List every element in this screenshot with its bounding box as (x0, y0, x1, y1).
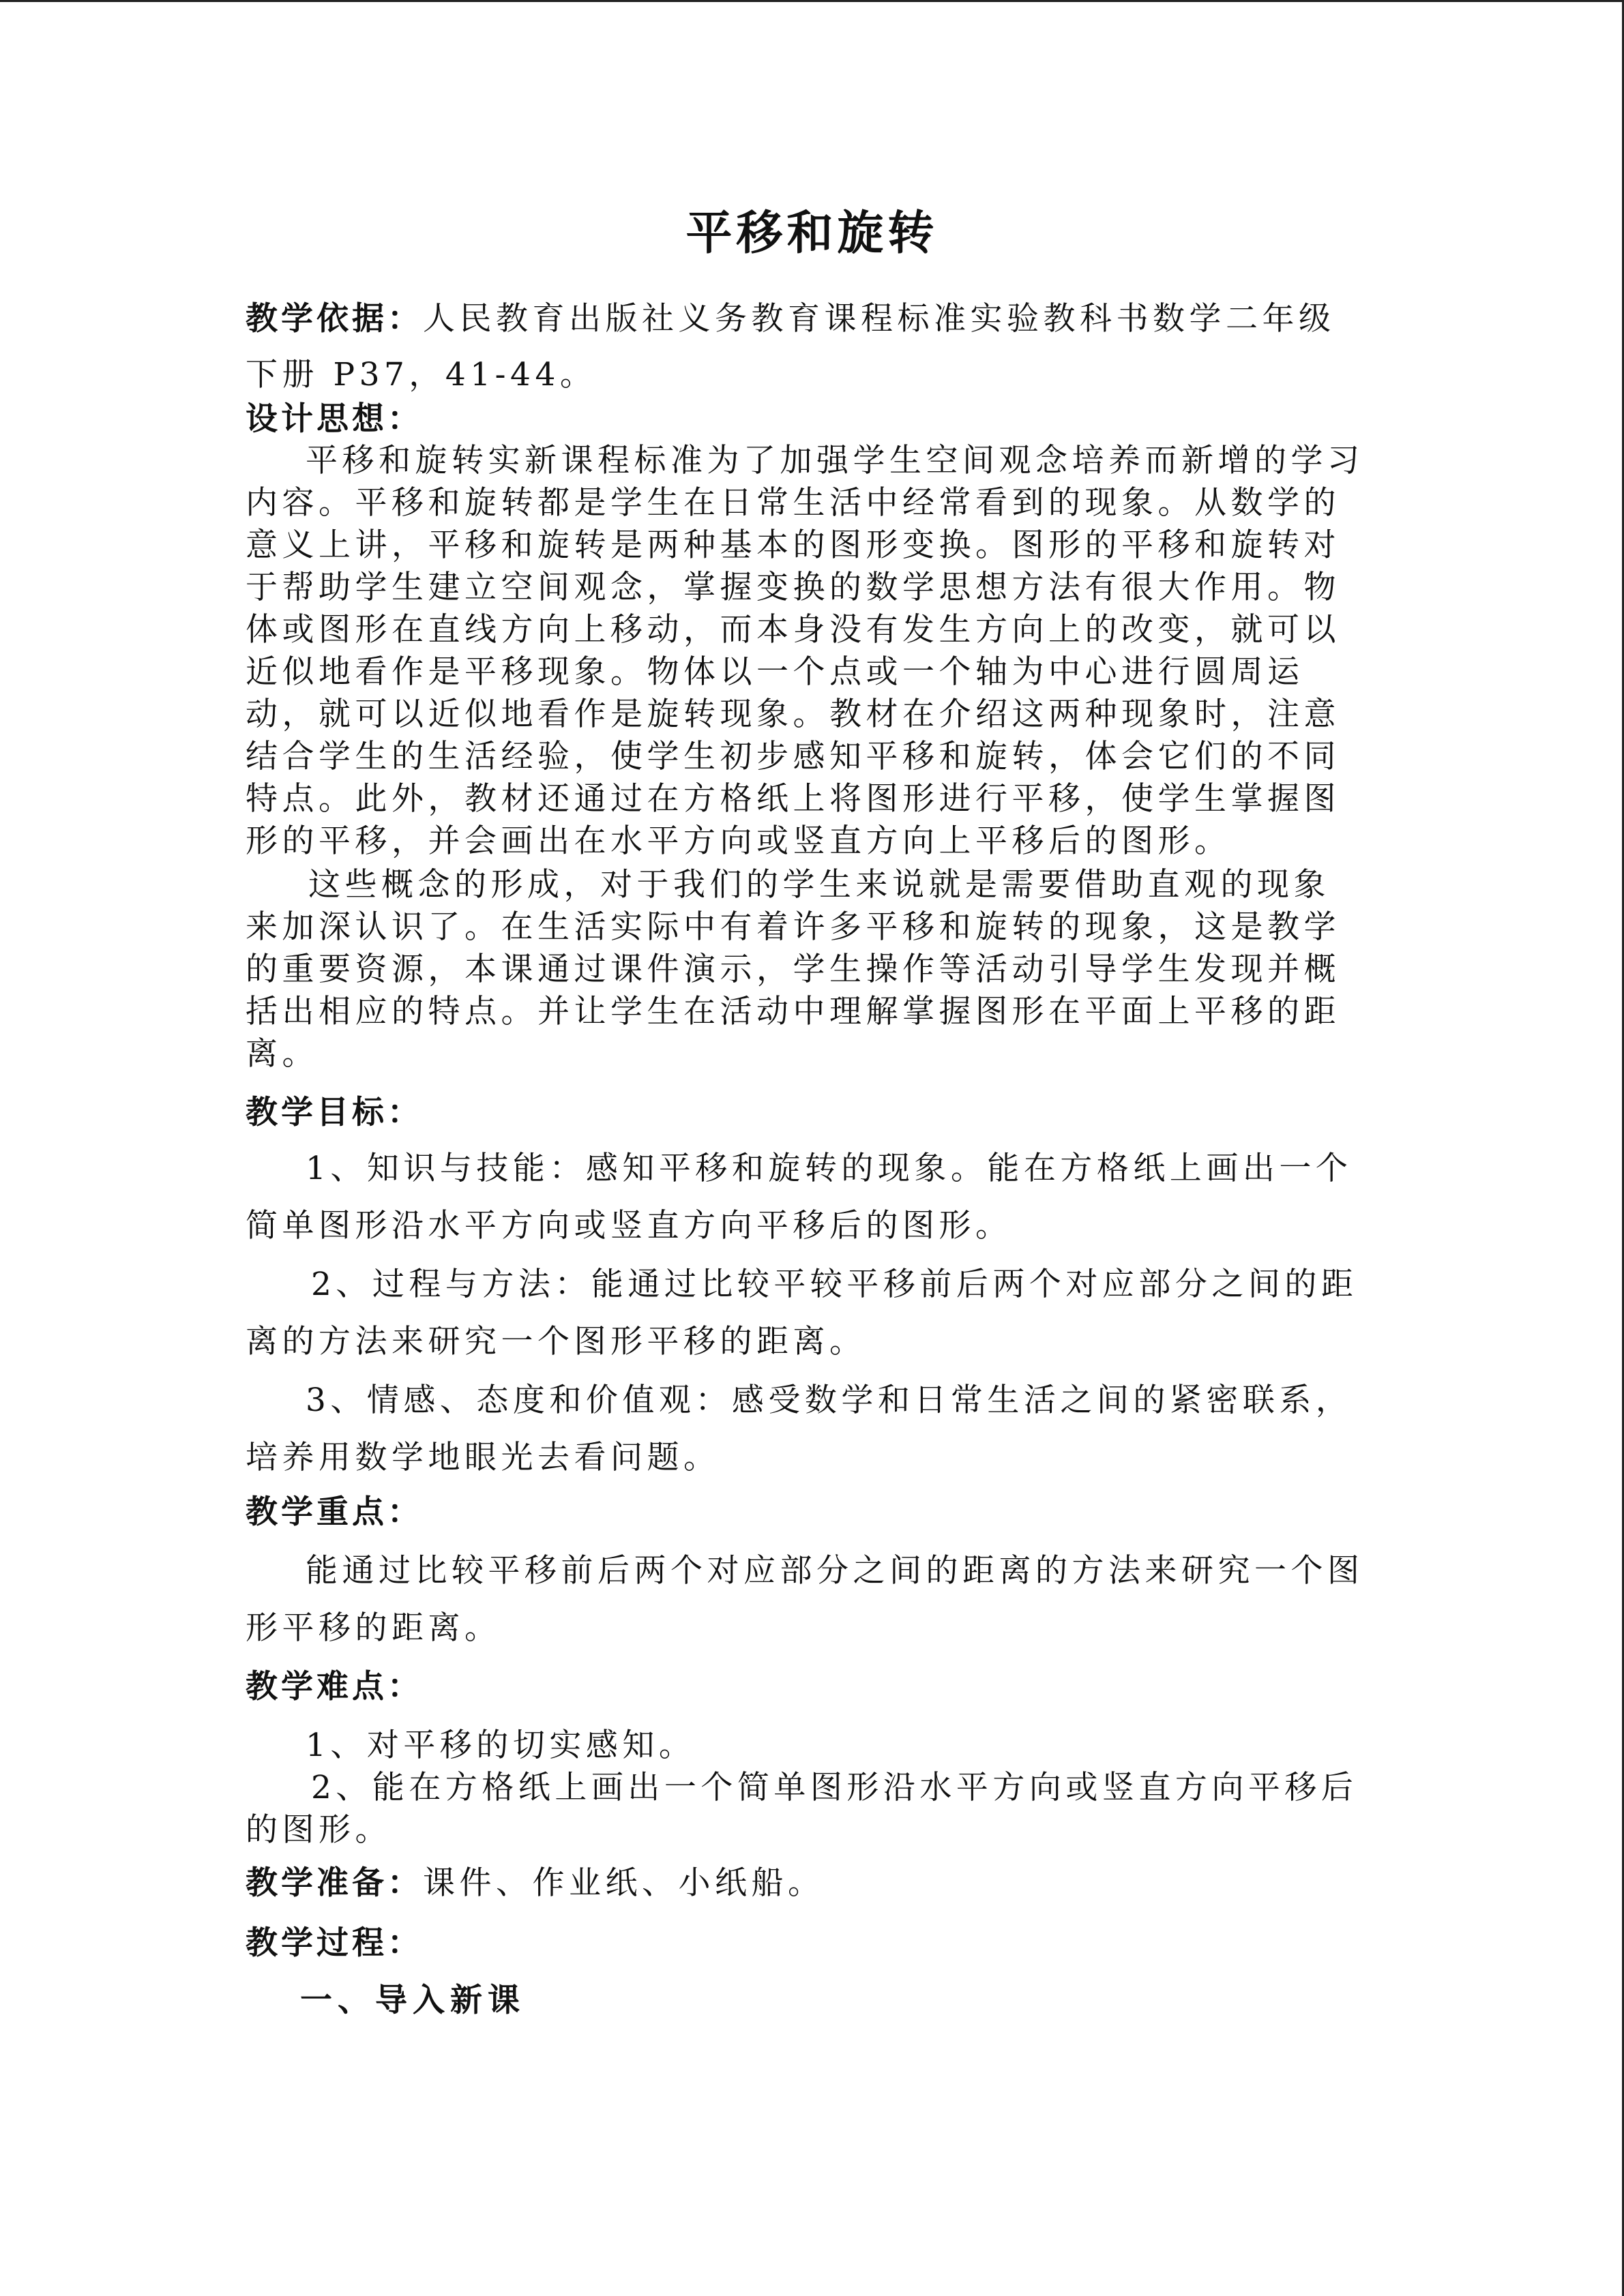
key-line-2: 形平移的距离。 (246, 1609, 501, 1647)
design-para2-line: 括出相应的特点。并让学生在活动中理解掌握图形在平面上平移的距 (246, 993, 1340, 1030)
process-step-1: 一、导入新课 (300, 1982, 525, 2019)
goal-1-line-2: 简单图形沿水平方向或竖直方向平移后的图形。 (246, 1207, 1012, 1244)
difficulty-2-line-1: 2、能在方格纸上画出一个简单图形沿水平方向或竖直方向平移后 (311, 1769, 1358, 1806)
basis-text-2: 下册 P37，41-44。 (246, 356, 597, 393)
difficulty-label: 教学难点： (246, 1668, 423, 1705)
design-label: 设计思想： (246, 400, 423, 438)
design-para2-line: 来加深认识了。在生活实际中有着许多平移和旋转的现象，这是教学 (246, 908, 1340, 946)
design-para1-line: 特点。此外，教材还通过在方格纸上将图形进行平移，使学生掌握图 (246, 780, 1340, 818)
design-para2-line: 离。 (246, 1035, 319, 1073)
page-title: 平移和旋转 (685, 207, 939, 260)
difficulty-2-line-2: 的图形。 (246, 1811, 392, 1849)
key-label: 教学重点： (246, 1493, 423, 1531)
goal-3-line-2: 培养用数学地眼光去看问题。 (246, 1439, 720, 1476)
goal-1-line-1: 1、知识与技能：感知平移和旋转的现象。能在方格纸上画出一个 (306, 1150, 1353, 1187)
prep-text: 课件、作业纸、小纸船。 (423, 1864, 825, 1902)
basis-text-1: 人民教育出版社义务教育课程标准实验教科书数学二年级 (423, 300, 1335, 338)
prep-line (246, 1864, 1378, 1903)
goals-label: 教学目标： (246, 1094, 423, 1131)
goal-2-line-1: 2、过程与方法：能通过比较平较平移前后两个对应部分之间的距 (311, 1266, 1358, 1303)
basis-label: 教学依据： (246, 300, 423, 338)
design-para1-line: 平移和旋转实新课程标准为了加强学生空间观念培养而新增的学习 (306, 442, 1364, 479)
key-line-1: 能通过比较平移前后两个对应部分之间的距离的方法来研究一个图 (306, 1552, 1364, 1590)
design-para1-line: 于帮助学生建立空间观念，掌握变换的数学思想方法有很大作用。物 (246, 569, 1340, 606)
design-para1-line: 意义上讲，平移和旋转是两种基本的图形变换。图形的平移和旋转对 (246, 526, 1340, 564)
design-para1-line: 动，就可以近似地看作是旋转现象。教材在介绍这两种现象时，注意 (246, 696, 1340, 733)
design-para1-line: 体或图形在直线方向上移动，而本身没有发生方向上的改变，就可以 (246, 611, 1340, 648)
process-label: 教学过程： (246, 1924, 423, 1962)
design-para1-line: 形的平移，并会画出在水平方向或竖直方向上平移后的图形。 (246, 822, 1231, 860)
design-para1-line: 近似地看作是平移现象。物体以一个点或一个轴为中心进行圆周运 (246, 653, 1304, 691)
design-para2-line: 这些概念的形成，对于我们的学生来说就是需要借助直观的现象 (308, 866, 1330, 904)
design-para1-line: 结合学生的生活经验，使学生初步感知平移和旋转，体会它们的不同 (246, 738, 1340, 775)
design-para1-line: 内容。平移和旋转都是学生在日常生活中经常看到的现象。从数学的 (246, 484, 1340, 522)
basis-line-1 (246, 300, 1378, 338)
design-para2-line: 的重要资源，本课通过课件演示，学生操作等活动引导学生发现并概 (246, 951, 1340, 988)
goal-2-line-2: 离的方法来研究一个图形平移的距离。 (246, 1323, 866, 1360)
goal-3-line-1: 3、情感、态度和价值观：感受数学和日常生活之间的紧密联系， (306, 1382, 1353, 1419)
difficulty-1: 1、对平移的切实感知。 (306, 1727, 696, 1764)
prep-label: 教学准备： (246, 1864, 423, 1902)
